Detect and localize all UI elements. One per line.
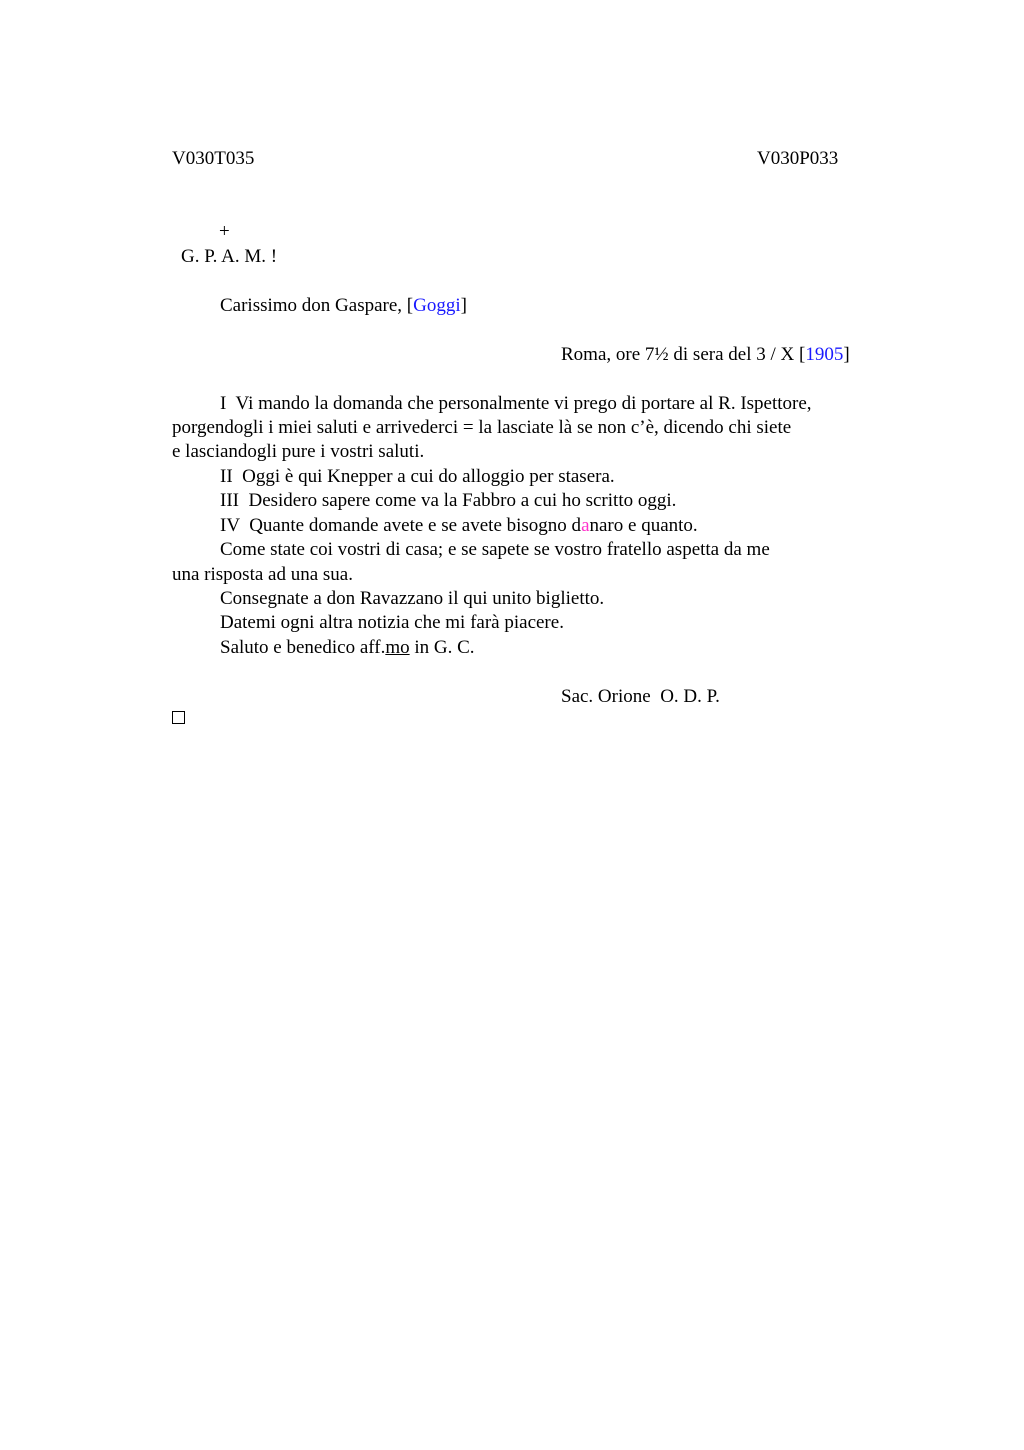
body-line: Datemi ogni altra notizia che mi farà piacere. (220, 612, 564, 633)
salutation-name-insert: Goggi (413, 295, 461, 316)
body-text: naro e quanto. (589, 515, 698, 536)
body-line: porgendogli i miei saluti e arrivederci = la lasciate là se non c’è, dicendo chi siete (172, 417, 792, 438)
dateline-text: Roma, ore 7½ di sera del 3 / X [ (561, 344, 806, 365)
body-text: in G. C. (409, 637, 475, 658)
body-line (220, 636, 475, 660)
body-line: Come state coi vostri di casa; e se sapete se vostro fratello aspetta da me (220, 539, 770, 560)
body-line: e lasciandogli pure i vostri saluti. (172, 441, 425, 462)
dateline (561, 343, 850, 367)
body-text: IV Quante domande avete e se avete bisogno d (220, 515, 582, 536)
body-line: Consegnate a don Ravazzano il qui unito biglietto. (220, 588, 605, 609)
salutation-text: Carissimo don Gaspare, [ (220, 295, 414, 316)
document-code-right: V030P033 (757, 148, 839, 169)
salutation (220, 294, 467, 318)
correction-mark: a (581, 515, 590, 536)
body-line: II Oggi è qui Knepper a cui do alloggio per stasera. (220, 466, 615, 487)
body-line: III Desidero sapere come va la Fabbro a cui ho scritto oggi. (220, 490, 677, 511)
signature: Sac. Orione O. D. P. (561, 686, 720, 707)
dateline-close: ] (843, 344, 850, 365)
salutation-close: ] (460, 295, 467, 316)
body-line: una risposta ad una sua. (172, 564, 353, 585)
dateline-year-insert: 1905 (805, 344, 844, 365)
end-marker-box (172, 711, 185, 724)
underlined-abbreviation: mo (385, 637, 410, 658)
body-text: Saluto e benedico aff. (220, 637, 386, 658)
cross-mark: + (219, 221, 230, 242)
document-code-left: V030T035 (172, 148, 255, 169)
body-line: I Vi mando la domanda che personalmente vi prego di portare al R. Ispettore, (220, 393, 812, 414)
body-line (220, 514, 698, 538)
motto: G. P. A. M. ! (181, 246, 278, 267)
